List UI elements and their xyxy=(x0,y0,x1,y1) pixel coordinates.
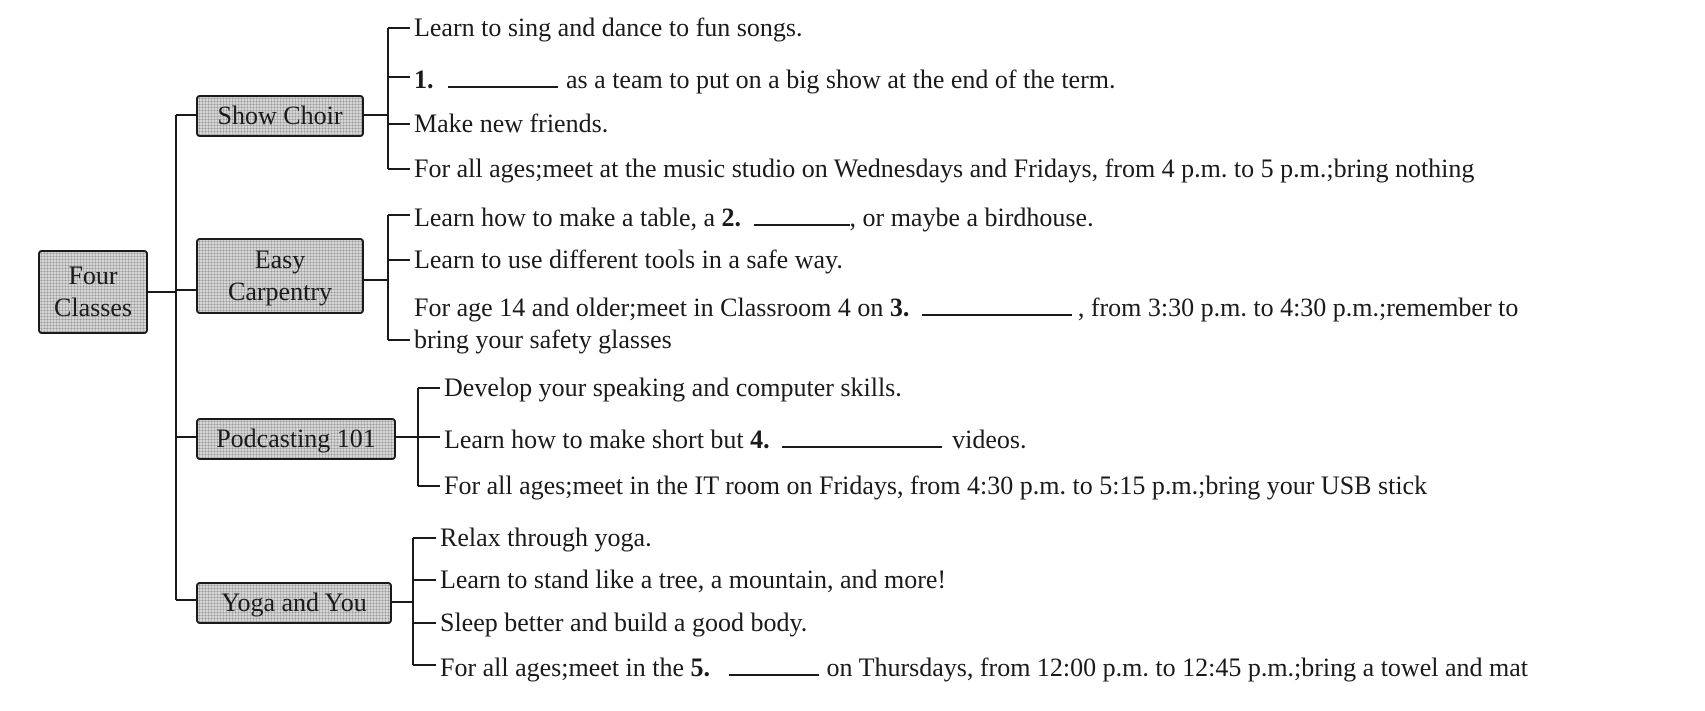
answer-blank-4 xyxy=(782,422,942,448)
carpentry-item-1 xyxy=(414,200,1094,233)
blank-number-1: 1. xyxy=(414,65,434,94)
carpentry-item-3-before: For age 14 and older;meet in Classroom 4 on xyxy=(414,293,884,322)
node-yoga-and-you: Yoga and You xyxy=(196,582,392,624)
blank-number-3: 3. xyxy=(889,293,910,322)
podcasting-item-3: For all ages;meet in the IT room on Fridays, from 4:30 p.m. to 5:15 p.m.;bring your USB stick xyxy=(444,471,1428,500)
yoga-item-3: Sleep better and build a good body. xyxy=(440,608,808,637)
yoga-item-2: Learn to stand like a tree, a mountain, and more! xyxy=(440,565,947,594)
node-podcasting-101: Podcasting 101 xyxy=(196,418,396,460)
carpentry-item-3-continued: bring your safety glasses xyxy=(414,325,672,354)
show-choir-item-3: Make new friends. xyxy=(414,109,609,138)
podcasting-item-2 xyxy=(444,422,1027,455)
carpentry-item-3-after: , from 3:30 p.m. to 4:30 p.m.;remember to xyxy=(1077,293,1519,322)
podcasting-item-2-after: videos. xyxy=(952,425,1027,454)
carpentry-item-3 xyxy=(414,290,1518,323)
yoga-item-1: Relax through yoga. xyxy=(440,523,652,552)
answer-blank-2 xyxy=(754,200,850,226)
answer-blank-5 xyxy=(729,650,819,676)
carpentry-item-2: Learn to use different tools in a safe way. xyxy=(414,245,843,274)
blank-number-5: 5. xyxy=(690,653,711,682)
show-choir-item-2 xyxy=(414,62,1115,95)
answer-blank-3 xyxy=(922,290,1072,316)
answer-blank-1 xyxy=(448,62,558,88)
blank-number-4: 4. xyxy=(750,425,770,454)
carpentry-item-1-after: , or maybe a birdhouse. xyxy=(849,203,1094,232)
carpentry-item-1-before: Learn how to make a table, a xyxy=(414,203,716,232)
show-choir-item-4: For all ages;meet at the music studio on Wednesdays and Fridays, from 4 p.m. to 5 p.m.;bring nothing xyxy=(414,154,1475,183)
podcasting-item-2-before: Learn how to make short but xyxy=(444,425,744,454)
yoga-item-4-before: For all ages;meet in the xyxy=(440,653,685,682)
show-choir-item-1: Learn to sing and dance to fun songs. xyxy=(414,13,803,42)
node-easy-carpentry: Easy Carpentry xyxy=(196,238,364,314)
podcasting-item-1: Develop your speaking and computer skills. xyxy=(444,373,902,402)
root-node: Four Classes xyxy=(38,250,148,334)
yoga-item-4 xyxy=(440,650,1528,683)
blank-number-2: 2. xyxy=(721,203,742,232)
show-choir-item-2-text: as a team to put on a big show at the end of the term. xyxy=(566,65,1116,94)
yoga-item-4-after: on Thursdays, from 12:00 p.m. to 12:45 p.m.;bring a towel and mat xyxy=(826,653,1528,682)
node-show-choir: Show Choir xyxy=(196,95,364,137)
